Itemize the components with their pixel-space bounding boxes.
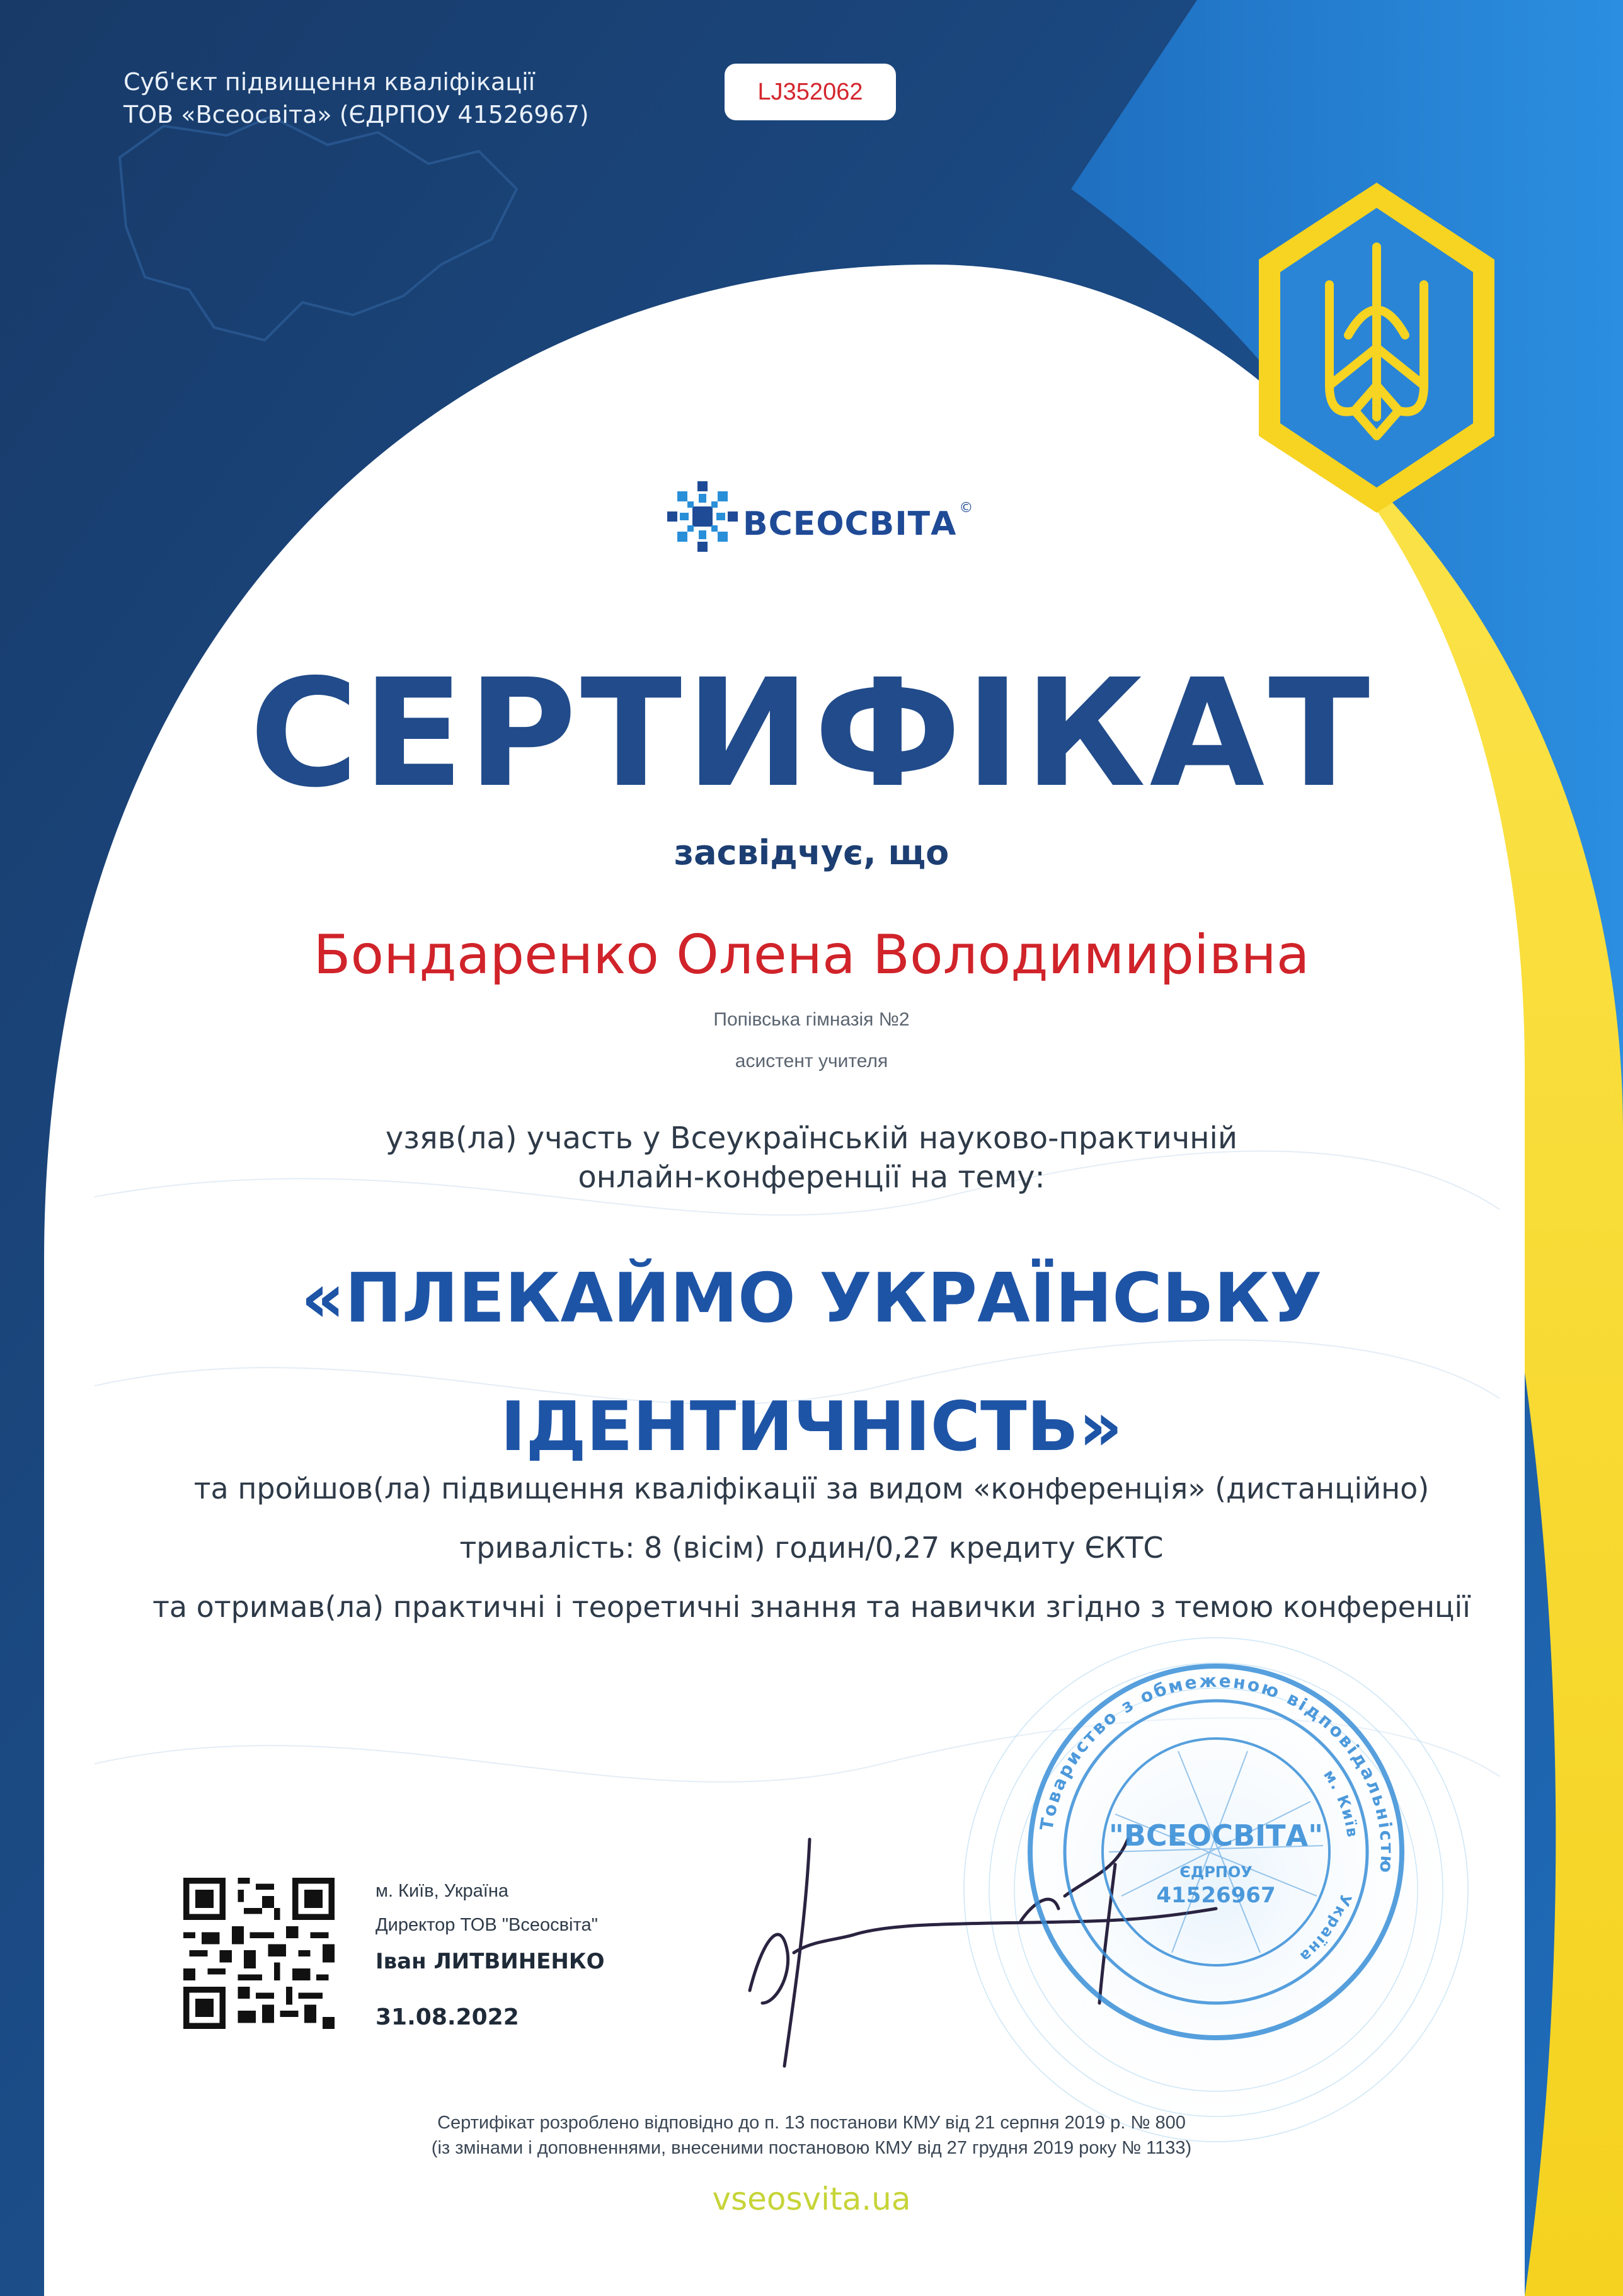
copyright-mark: © (959, 500, 973, 516)
director-title: Директор ТОВ "Всеосвіта" (376, 1915, 598, 1935)
vseosvita-logo (665, 479, 973, 554)
legal-note (0, 2110, 1623, 2161)
director-name: Іван ЛИТВИНЕНКО (376, 1949, 605, 1974)
recipient-school: Попівська гімназія №2 (713, 1009, 910, 1030)
stamp-country-text: Україна (1295, 1891, 1355, 1967)
ukraine-trident-icon (1254, 178, 1500, 518)
topic-line-2: ІДЕНТИЧНІСТЬ» (500, 1388, 1123, 1466)
issuer-line-1: Суб'єкт підвищення кваліфікації (123, 68, 536, 96)
website-link[interactable]: vseosvita.ua (712, 2181, 911, 2217)
official-stamp (1021, 1657, 1411, 2047)
issue-date: 31.08.2022 (376, 2004, 519, 2030)
stamp-code-label: ЄДРПОУ (1179, 1863, 1253, 1881)
issuer-block (123, 66, 589, 131)
knowledge-text: та отримав(ла) практичні і теоретичні знання та навички згідно з темою конференції (152, 1590, 1471, 1624)
stamp-ring-text: Товариство з обмеженою відповідальністю (1036, 1670, 1398, 1876)
legal-line-2: (із змінами і доповненнями, внесеними постановою КМУ від 27 грудня 2019 року № 1133) (431, 2138, 1192, 2158)
stamp-center-text: "ВСЕОСВІТА" (1108, 1819, 1324, 1853)
recipient-position: асистент учителя (735, 1051, 888, 1071)
logo-wordmark: ВСЕОСВІТА (743, 505, 957, 543)
participation-text (0, 1119, 1623, 1197)
qualification-text: та пройшов(ла) підвищення кваліфікації за видом «конференція» (дистанційно) (193, 1471, 1430, 1505)
legal-line-1: Сертифікат розроблено відповідно до п. 13 постанови КМУ від 21 серпня 2019 р. № 800 (437, 2113, 1186, 2133)
participation-line-2: онлайн-конференції на тему: (578, 1160, 1045, 1195)
certificate-title: СЕРТИФІКАТ (249, 647, 1374, 820)
stamp-city-text: м. Київ (1320, 1766, 1362, 1840)
certifies-text: засвідчує, що (674, 833, 949, 872)
participation-line-1: узяв(ла) участь у Всеукраїнській науково-практичній (385, 1121, 1238, 1156)
duration-text: тривалість: 8 (вісім) годин/0,27 кредиту ЄКТС (459, 1531, 1164, 1565)
signature-info (376, 1878, 605, 2030)
issuer-line-2: ТОВ «Всеосвіта» (ЄДРПОУ 41526967) (123, 101, 589, 129)
city-text: м. Київ, Україна (376, 1881, 508, 1901)
snowflake-ornament-icon (665, 479, 740, 554)
conference-topic (0, 1235, 1623, 1492)
recipient-name: Бондаренко Олена Володимирівна (313, 923, 1310, 986)
stamp-code: 41526967 (1156, 1883, 1276, 1908)
serial-number-badge: LJ352062 (725, 64, 896, 120)
qr-code[interactable] (183, 1878, 335, 2029)
topic-line-1: «ПЛЕКАЙМО УКРАЇНСЬКУ (301, 1259, 1322, 1338)
